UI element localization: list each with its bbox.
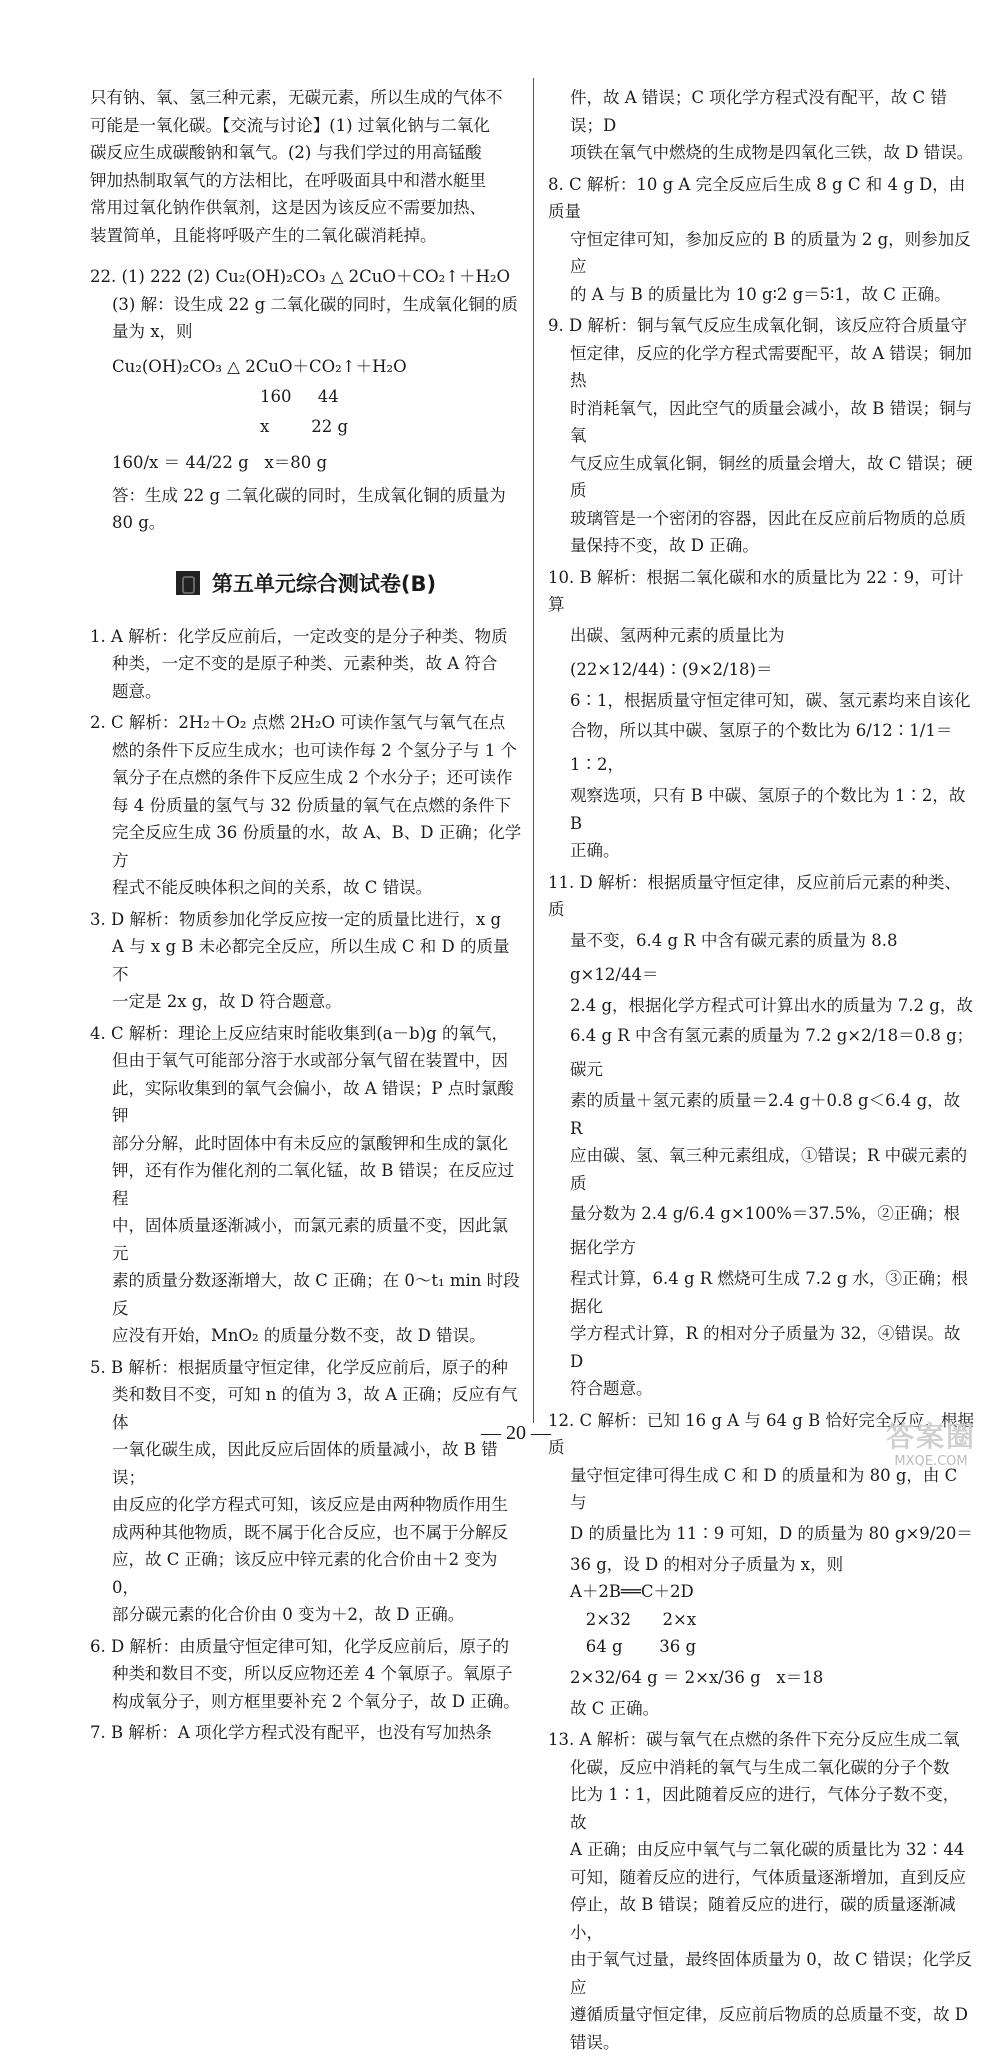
answer-item (548, 84, 974, 167)
text-line: 正确。 (570, 841, 620, 860)
text-line: 素的质量分数逐渐增大，故 C 正确；在 0～t₁ min 时段反 (112, 1271, 520, 1318)
text-line: 遵循质量守恒定律，反应前后物质的总质量不变，故 D (570, 2005, 968, 2024)
answer-item (548, 171, 974, 309)
text-line: 合物，所以其中碳、氢原子的个数比为 6/12∶1/1＝1∶2， (570, 721, 953, 774)
text-line: 构成氧分子，则方框里要补充 2 个氧分子，故 D 正确。 (112, 1691, 520, 1711)
text-line: 9. D 解析：铜与氧气反应生成氧化铜，该反应符合质量守 (548, 316, 967, 335)
answer-item (90, 906, 522, 1016)
text-line: 答：生成 22 g 二氧化碳的同时，生成氧化铜的质量为 (112, 485, 506, 505)
answer-item (548, 564, 974, 865)
text-line: 程式不能反映体积之间的关系，故 C 错误。 (112, 878, 433, 897)
section-title: 第五单元综合测试卷(B) (211, 571, 437, 596)
text-line: 比为 1∶1，因此随着反应的进行，气体分子数不变，故 (570, 1785, 960, 1832)
text-line: 3. D 解析：物质参加化学反应按一定的质量比进行，x g (90, 909, 502, 929)
text-line: 11. D 解析：根据质量守恒定律，反应前后元素的种类、质 (548, 872, 961, 919)
text-line: 由反应的化学方程式可知，该反应是由两种物质作用生 (112, 1495, 508, 1514)
text-line: 5. B 解析：根据质量守恒定律，化学反应前后，原子的种 (90, 1357, 508, 1377)
answer-item (90, 623, 522, 706)
text-line: 装置简单，且能将呼吸产生的二氧化碳消耗掉。 (90, 225, 437, 245)
text-line: 钾，还有作为催化剂的二氧化锰，故 B 错误；在反应过程 (112, 1161, 515, 1208)
text-line: (3) 解：设生成 22 g 二氧化碳的同时，生成氧化铜的质 (112, 294, 518, 314)
text-line: 气反应生成氧化铜，铜丝的质量会增大，故 C 错误；硬质 (570, 453, 973, 500)
question-22 (90, 263, 522, 537)
watermark-logo (870, 1420, 992, 1476)
column-divider (533, 78, 534, 1423)
answer-item (90, 1719, 522, 1747)
text-line: 类和数目不变，可知 n 的值为 3，故 A 正确；反应有气体 (112, 1385, 518, 1432)
text-line: 12. C 解析：已知 16 g A 与 64 g B 恰好完全反应，根据质 (548, 1410, 974, 1457)
intro-paragraph (90, 84, 522, 249)
proportion-calc: 160/x ＝ 44/22 g x＝80 g (112, 452, 328, 472)
text-line: 可知，随着反应的进行，气体质量逐渐增加，直到反应 (570, 1867, 966, 1887)
text-line: 应由碳、氢、氧三种元素组成，①错误；R 中碳元素的质 (570, 1146, 968, 1193)
text-line: 时消耗氧气，因此空气的质量会减小，故 B 错误；铜与氧 (570, 398, 973, 445)
text-line: 项铁在氧气中燃烧的生成物是四氧化三铁，故 D 错误。 (570, 143, 974, 162)
text-line: 碳反应生成碳酸钠和氧气。(2) 与我们学过的用高锰酸 (90, 143, 482, 162)
text-line: 素的质量＋氢元素的质量＝2.4 g＋0.8 g＜6.4 g，故 R (570, 1091, 961, 1138)
text-line: 符合题意。 (570, 1379, 653, 1398)
text-line: 由于氧气过量，最终固体质量为 0，故 C 错误；化学反应 (570, 1950, 972, 1997)
answer-item (90, 1354, 522, 1629)
text-line: 部分碳元素的化合价由 0 变为＋2，故 D 正确。 (112, 1605, 465, 1624)
text-line: 6.4 g R 中含有氢元素的质量为 7.2 g×2/18＝0.8 g；碳元 (570, 1026, 974, 1079)
watermark-text: 答案圈 (885, 1420, 976, 1453)
ratio-line: 2×32 2×x (570, 1609, 697, 1629)
text-line: 1. A 解析：化学反应前后，一定改变的是分子种类、物质 (90, 626, 508, 646)
text-line: 36 g，设 D 的相对分子质量为 x，则 (570, 1554, 844, 1574)
answer-item (548, 869, 974, 1403)
text-line: 7. B 解析：A 项化学方程式没有配平，也没有写加热条 (90, 1723, 493, 1742)
answer-item (548, 312, 974, 560)
text-line: 6. D 解析：由质量守恒定律可知，化学反应前后，原子的 (90, 1636, 509, 1656)
ratio-line: 64 g 36 g (570, 1637, 697, 1656)
text-line: A 正确；由反应中氧气与二氧化碳的质量比为 32∶44 (570, 1840, 965, 1859)
answer-item (90, 709, 522, 902)
chemical-equation: A＋2B══C＋2D (570, 1582, 694, 1601)
text-line: 80 g。 (112, 513, 166, 532)
section-icon (176, 571, 200, 595)
text-line: 此，实际收集到的氧气会偏小，故 A 错误；P 点时氯酸钾 (112, 1078, 514, 1125)
text-line: 燃的条件下反应生成水；也可读作每 2 个氢分子与 1 个 (112, 740, 517, 760)
text-line: 种类，一定不变的是原子种类、元素种类，故 A 符合 (112, 654, 498, 673)
text-line: 中，固体质量逐渐减小，而氯元素的质量不变，因此氯元 (112, 1216, 508, 1263)
section-heading (90, 565, 522, 601)
chemical-equation: Cu₂(OH)₂CO₃ △ 2CuO＋CO₂↑＋H₂O (112, 356, 407, 376)
text-line: 学方程式计算，R 的相对分子质量为 32，④错误。故 D (570, 1324, 961, 1371)
text-line: 但由于氧气可能部分溶于水或部分氧气留在装置中，因 (112, 1051, 508, 1070)
text-line: 钾加热制取氧气的方法相比，在呼吸面具中和潜水艇里 (90, 170, 486, 190)
text-line: 玻璃管是一个密闭的容器，因此在反应前后物质的总质 (570, 508, 966, 528)
left-column (90, 84, 522, 1751)
text-line: 观察选项，只有 B 中碳、氢原子的个数比为 1∶2，故 B (570, 786, 966, 833)
text-line: 13. A 解析：碳与氧气在点燃的条件下充分反应生成二氧 (548, 1730, 960, 1749)
text-line: 10. B 解析：根据二氧化碳和水的质量比为 22∶9，可计算 (548, 567, 964, 614)
text-line: 每 4 份质量的氢气与 32 份质量的氧气在点燃的条件下 (112, 795, 511, 815)
answer-item (90, 1633, 522, 1716)
text-line: 4. C 解析：理论上反应结束时能收集到(a－b)g 的氧气， (90, 1023, 508, 1043)
answer-item (90, 1020, 522, 1350)
text-line: 的 A 与 B 的质量比为 10 g∶2 g＝5∶1，故 C 正确。 (570, 284, 951, 304)
text-line: 22. (1) 222 (2) Cu₂(OH)₂CO₃ △ 2CuO＋CO₂↑＋H₂O (90, 267, 511, 286)
text-line: 6∶1，根据质量守恒定律可知，碳、氢元素均来自该化 (570, 690, 971, 710)
text-line: A 与 x g B 未必都完全反应，所以生成 C 和 D 的质量不 (112, 937, 510, 984)
answer-item (548, 1726, 974, 2056)
page-number: — 20 — (481, 1422, 551, 1444)
text-line: 种类和数目不变，所以反应物还差 4 个氧原子。氧原子 (112, 1664, 513, 1683)
text-line: 可能是一氧化碳。【交流与讨论】(1) 过氧化钠与二氧化 (90, 115, 490, 135)
ratio-line: 160 44 (260, 386, 339, 406)
text-line: 错误。 (570, 2032, 620, 2052)
text-line: 一氧化碳生成，因此反应后固体的质量减小，故 B 错误； (112, 1440, 498, 1487)
text-line: 量为 x，则 (112, 322, 193, 341)
watermark-url: MXQE.COM (894, 1454, 968, 1469)
text-line: 应，故 C 正确；该反应中锌元素的化合价由＋2 变为 0， (112, 1550, 498, 1597)
text-line: 故 C 正确。 (570, 1698, 660, 1718)
text-line: 程式计算，6.4 g R 燃烧可生成 7.2 g 水，③正确；根据化 (570, 1269, 968, 1316)
text-line: 化碳，反应中消耗的氧气与生成二氧化碳的分子个数 (570, 1757, 950, 1777)
text-line: 出碳、氢两种元素的质量比为 (22×12/44)∶(9×2/18)＝ (570, 625, 785, 679)
text-line: 恒定律，反应的化学方程式需要配平，故 A 错误；铜加热 (570, 343, 972, 390)
text-line: 8. C 解析：10 g A 完全反应后生成 8 g C 和 4 g D，由质量 (548, 174, 966, 221)
text-line: 氧分子在点燃的条件下反应生成 2 个水分子；还可读作 (112, 768, 513, 787)
text-line: 守恒定律可知，参加反应的 B 的质量为 2 g，则参加反应 (570, 229, 971, 276)
text-line: 量分数为 2.4 g/6.4 g×100%＝37.5%，②正确；根据化学方 (570, 1204, 960, 1257)
proportion-calc: 2×32/64 g ＝ 2×x/36 g x＝18 (570, 1667, 824, 1687)
answer-list-left (90, 623, 522, 1747)
text-line: 停止，故 B 错误；随着反应的进行，碳的质量逐渐减小， (570, 1895, 956, 1942)
text-line: 2.4 g，根据化学方程式可计算出水的质量为 7.2 g，故 (570, 995, 973, 1015)
text-line: 件，故 A 错误；C 项化学方程式没有配平，故 C 错误；D (570, 88, 947, 135)
text-line: 完全反应生成 36 份质量的水，故 A、B、D 正确；化学方 (112, 823, 522, 870)
ratio-line: x 22 g (260, 416, 349, 436)
text-line: 常用过氧化钠作供氧剂，这是因为该反应不需要加热、 (90, 198, 486, 217)
text-line: 成两种其他物质，既不属于化合反应，也不属于分解反 (112, 1522, 508, 1542)
text-line: 应没有开始，MnO₂ 的质量分数不变，故 D 错误。 (112, 1326, 486, 1345)
text-line: 2. C 解析：2H₂＋O₂ 点燃 2H₂O 可读作氢气与氧气在点 (90, 713, 506, 732)
text-line: 只有钠、氧、氢三种元素，无碳元素，所以生成的气体不 (90, 88, 503, 107)
text-line: 量保持不变，故 D 正确。 (570, 536, 759, 555)
text-line: 部分分解，此时固体中有未反应的氯酸钾和生成的氯化 (112, 1133, 508, 1153)
text-line: D 的质量比为 11∶9 可知，D 的质量为 80 g×9/20＝ (570, 1523, 973, 1543)
text-line: 量守恒定律可得生成 C 和 D 的质量和为 80 g，由 C 与 (570, 1465, 958, 1512)
text-line: 题意。 (112, 681, 162, 701)
right-column (548, 84, 974, 2060)
text-line: 一定是 2x g，故 D 符合题意。 (112, 992, 342, 1011)
text-line: 量不变，6.4 g R 中含有碳元素的质量为 8.8 g×12/44＝ (570, 930, 898, 984)
